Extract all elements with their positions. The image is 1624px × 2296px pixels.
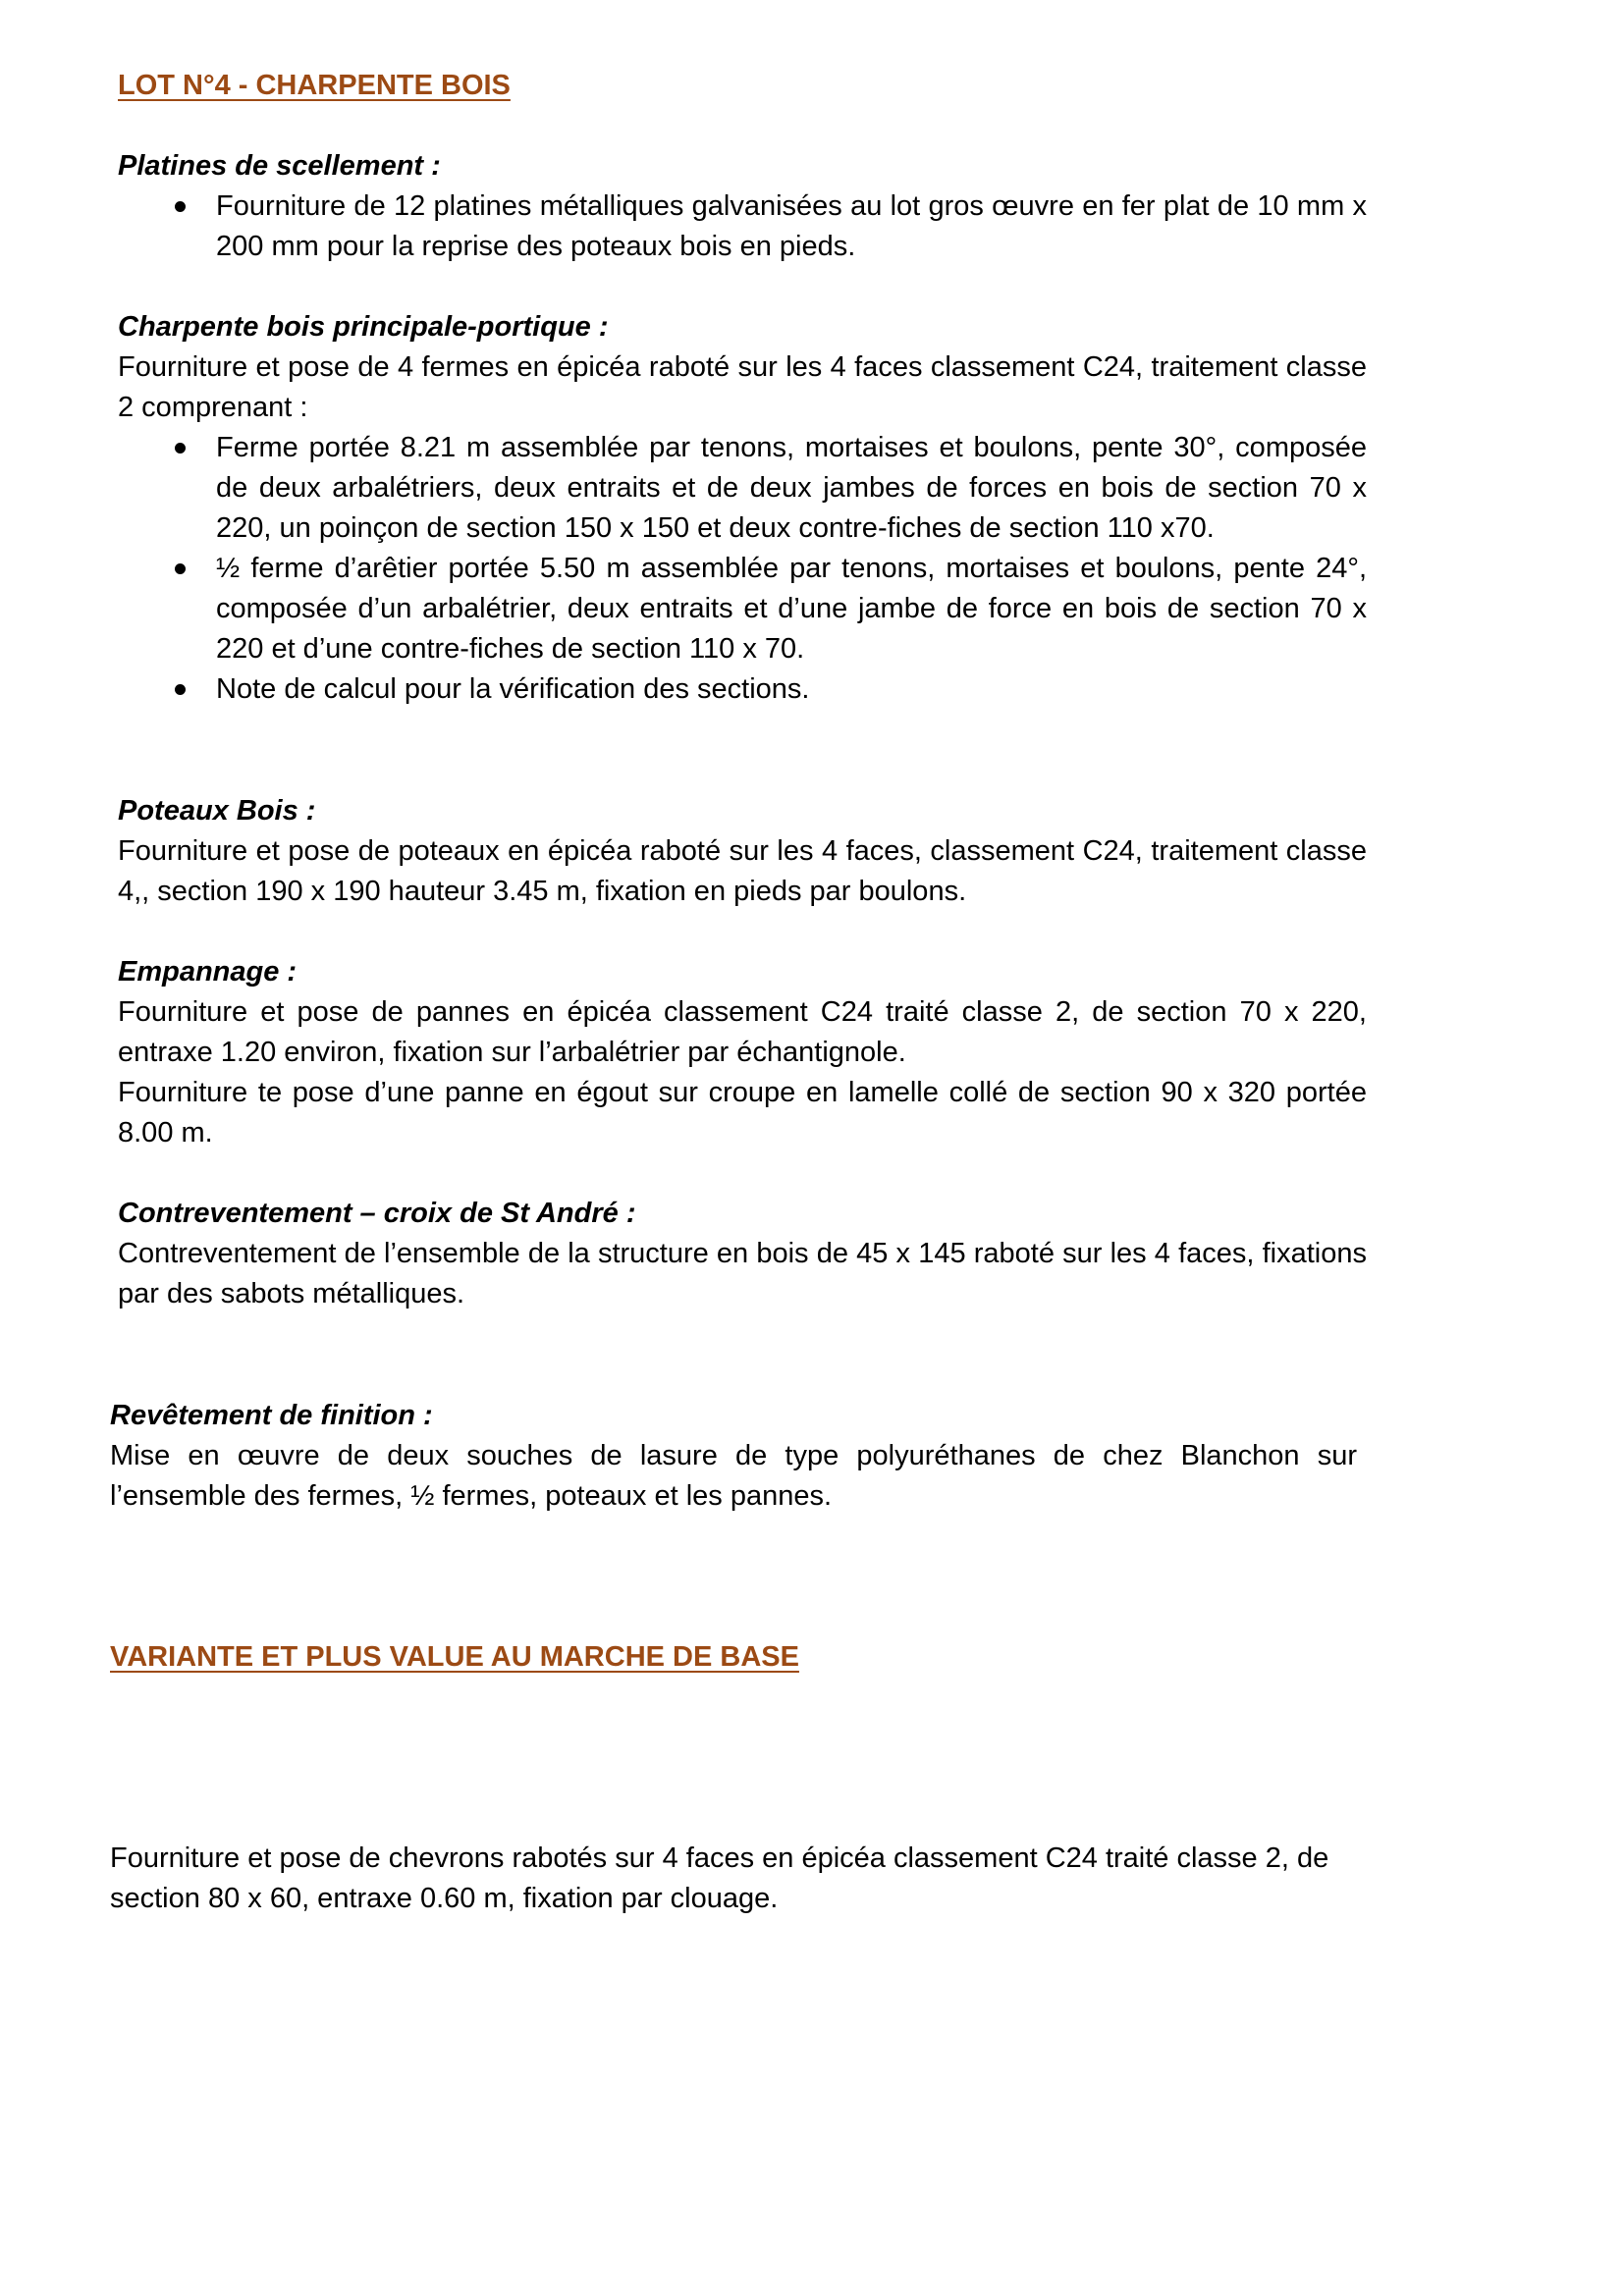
contreventement-text: Contreventement de l’ensemble de la structure en bois de 45 x 145 raboté sur les 4 faces, fixations par des sabots métalliques. <box>118 1238 1367 1309</box>
empannage-heading: Empannage : <box>118 956 298 988</box>
revetement-text: Mise en œuvre de deux souches de lasure de type polyuréthanes de chez Blanchon sur l’ensemble des fermes, ½ fermes, poteaux et les pannes. <box>110 1440 1357 1512</box>
list-item <box>118 428 1367 549</box>
bullet-icon <box>175 443 186 454</box>
list-item-text: Ferme portée 8.21 m assemblée par tenons, mortaises et boulons, pente 30°, composée de deux arbalétriers, deux entraits et de deux jambes de forces en bois de section 70 x 220, un poinçon de section 150 x 150 et deux contre-fiches de section 110 x70. <box>216 432 1367 544</box>
empannage-paragraph: Fourniture te pose d’une panne en égout sur croupe en lamelle collé de section 90 x 320 portée 8.00 m. <box>118 1077 1367 1148</box>
list-item-text: Note de calcul pour la vérification des sections. <box>216 673 810 705</box>
charpente-bullet-list <box>118 428 1367 710</box>
list-item <box>118 187 1367 267</box>
list-item-text: Fourniture de 12 platines métalliques galvanisées au lot gros œuvre en fer plat de 10 mm x 200 mm pour la reprise des poteaux bois en pieds. <box>216 190 1367 262</box>
variante-heading: VARIANTE ET PLUS VALUE AU MARCHE DE BASE <box>110 1641 799 1673</box>
bullet-icon <box>175 201 186 212</box>
list-item <box>118 669 1367 710</box>
charpente-heading: Charpente bois principale-portique : <box>118 311 609 343</box>
platines-bullet-list <box>118 187 1367 267</box>
bullet-icon <box>175 684 186 695</box>
lot-title: LOT N°4 - CHARPENTE BOIS <box>118 70 511 101</box>
contreventement-heading: Contreventement – croix de St André : <box>118 1198 636 1229</box>
revetement-heading: Revêtement de finition : <box>110 1400 433 1431</box>
bullet-icon <box>175 563 186 574</box>
empannage-paragraph: Fourniture et pose de pannes en épicéa classement C24 traité classe 2, de section 70 x 220, entraxe 1.20 environ, fixation sur l’arbalétrier par échantignole. <box>118 996 1367 1068</box>
poteaux-text: Fourniture et pose de poteaux en épicéa raboté sur les 4 faces, classement C24, traitement classe 4,, section 190 x 190 hauteur 3.45 m, fixation en pieds par boulons. <box>118 835 1367 907</box>
list-item-text: ½ ferme d’arêtier portée 5.50 m assemblée par tenons, mortaises et boulons, pente 24°, composée d’un arbalétrier, deux entraits et d’une jambe de force en bois de section 70 x 220 et d’une contre-fiches de section 110 x 70. <box>216 553 1367 665</box>
poteaux-heading: Poteaux Bois : <box>118 795 316 827</box>
platines-heading: Platines de scellement : <box>118 150 441 182</box>
charpente-intro: Fourniture et pose de 4 fermes en épicéa raboté sur les 4 faces classement C24, traitement classe 2 comprenant : <box>118 351 1367 423</box>
variante-text: Fourniture et pose de chevrons rabotés sur 4 faces en épicéa classement C24 traité classe 2, de section 80 x 60, entraxe 0.60 m, fixation par clouage. <box>110 1842 1329 1914</box>
list-item <box>118 549 1367 669</box>
